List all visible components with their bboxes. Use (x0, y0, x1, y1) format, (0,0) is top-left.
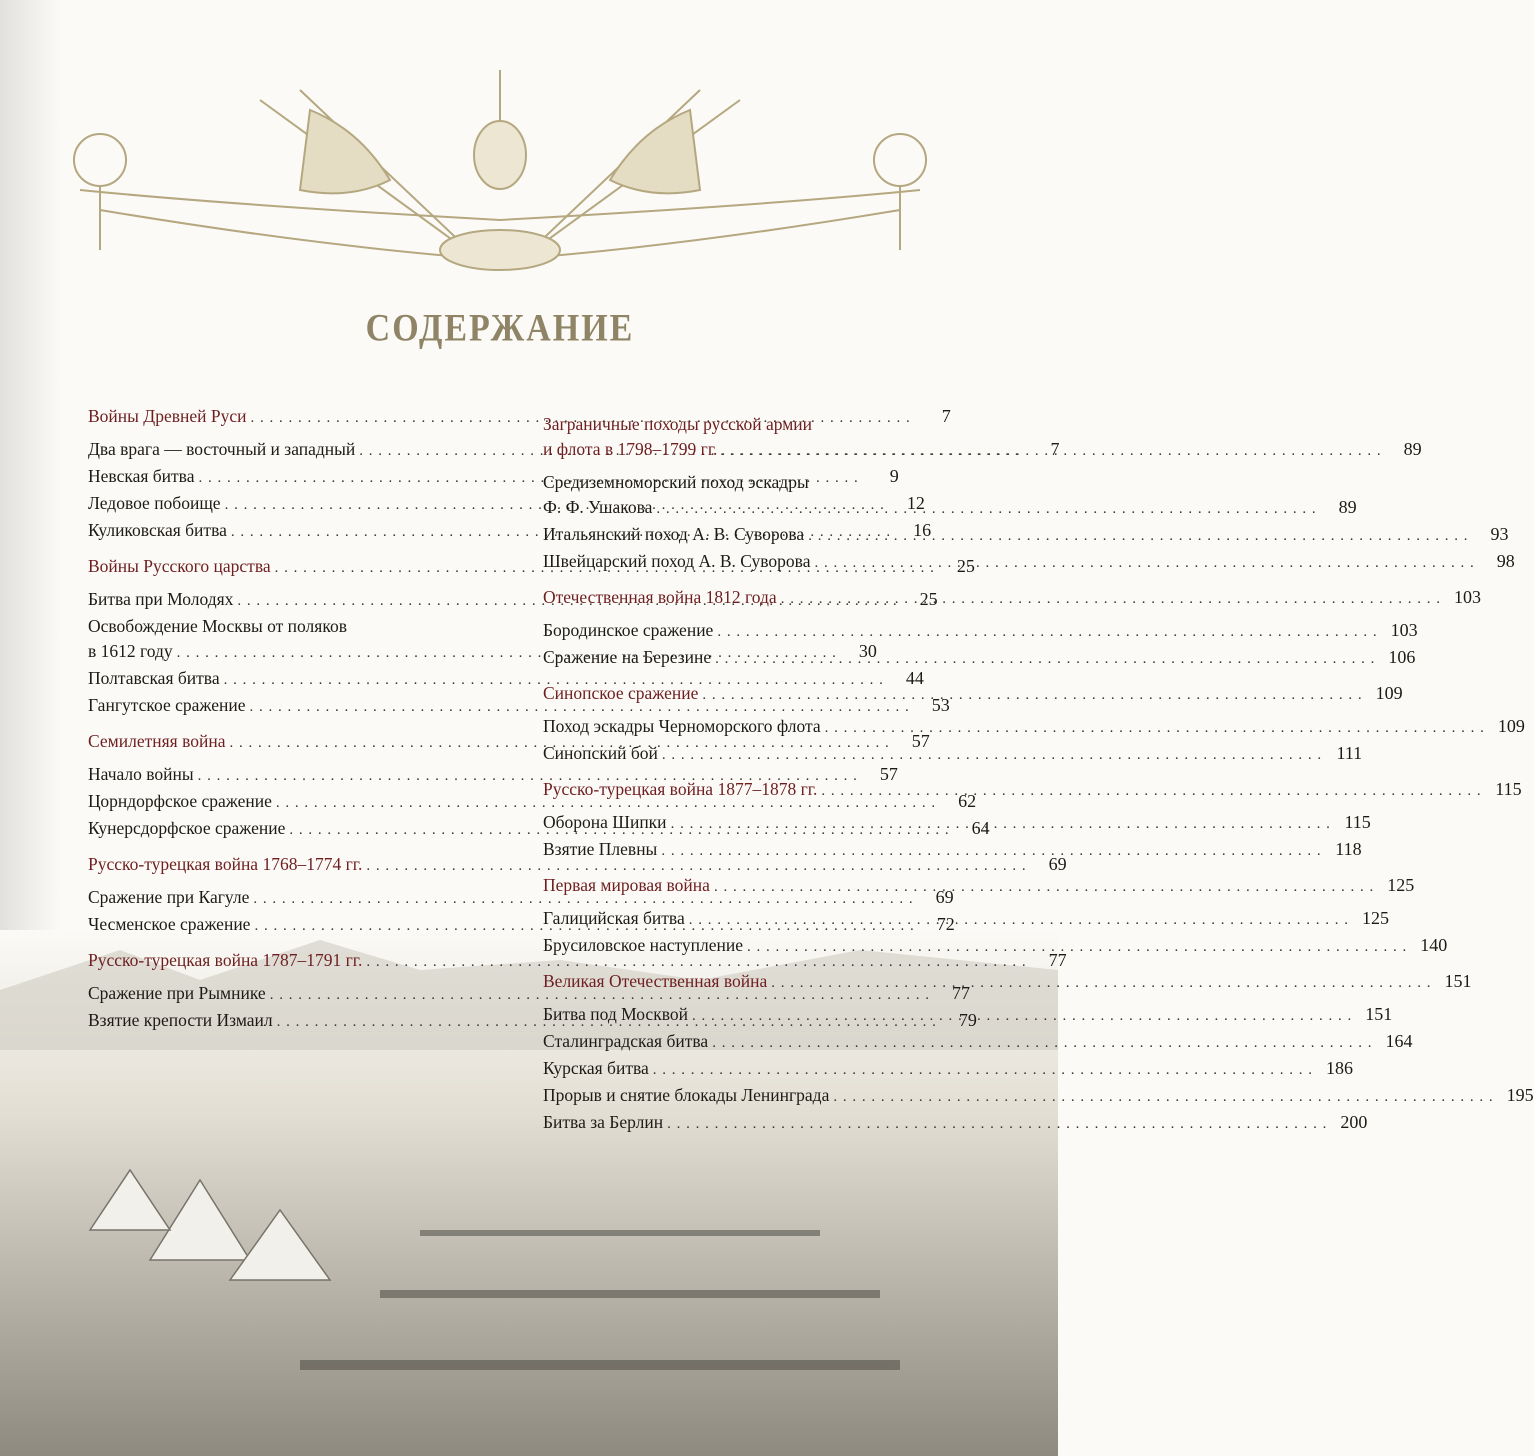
toc-entry-title: Сражение на Березине (543, 647, 712, 667)
toc-entry-title: Итальянский поход А. В. Суворова (543, 524, 805, 544)
toc-entry[interactable] (543, 618, 1418, 645)
leader-dots (661, 839, 1321, 864)
toc-entry-title: Русско-турецкая война 1787–1791 гг. (88, 950, 363, 970)
page-number: 195 (1506, 1085, 1534, 1105)
page-number: 111 (1336, 743, 1363, 763)
toc-entry-title: Галицийская битва (543, 908, 685, 928)
leader-dots (715, 647, 1375, 672)
toc-entry-title: Великая Отечественная война (543, 971, 768, 991)
toc-entry[interactable] (543, 1056, 1354, 1083)
page-number: 109 (1497, 716, 1525, 736)
leader-dots (771, 971, 1431, 996)
toc-entry-title: Сталинградская битва (543, 1031, 709, 1051)
page-number: 57 (911, 731, 930, 751)
leader-dots (656, 497, 1316, 522)
page-number: 30 (858, 641, 877, 661)
toc-entry[interactable] (543, 470, 1357, 522)
page-number: 77 (951, 983, 970, 1003)
leader-dots (808, 524, 1468, 549)
page-number: 106 (1388, 647, 1416, 667)
page-number: 89 (1403, 439, 1422, 459)
page-number: 103 (1453, 587, 1481, 607)
leader-dots (692, 1004, 1352, 1029)
toc-section-heading[interactable] (543, 412, 1422, 464)
leader-dots (714, 875, 1374, 900)
page-number: 7 (941, 406, 951, 426)
page-number: 151 (1444, 971, 1472, 991)
toc-entry-title: Куликовская битва (88, 520, 227, 540)
leader-dots (721, 439, 1381, 464)
toc-entry-title-line1: Освобождение Москвы от поляков (88, 616, 347, 636)
toc-entry-title: Два врага — восточный и западный (88, 439, 356, 459)
toc-entry[interactable] (543, 1083, 1534, 1110)
toc-entry-line2 (543, 437, 1422, 464)
page-number: 200 (1340, 1112, 1368, 1132)
leader-dots (781, 587, 1441, 612)
toc-entry-title: Полтавская битва (88, 668, 220, 688)
toc-entry-title: Первая мировая война (543, 875, 710, 895)
page-number: 118 (1335, 839, 1362, 859)
toc-entry-title: Синопское сражение (543, 683, 699, 703)
page-number: 16 (913, 520, 932, 540)
page-number: 9 (889, 466, 899, 486)
toc-entry-title: Семилетняя война (88, 731, 226, 751)
toc-entry-title: Цорндорфское сражение (88, 791, 272, 811)
toc-entry-line2 (543, 495, 1357, 522)
military-trophy-ornament (60, 60, 940, 300)
page-number: 77 (1048, 950, 1067, 970)
page-number: 103 (1390, 620, 1418, 640)
page-number: 72 (936, 914, 955, 934)
page-title: СОДЕРЖАНИЕ (365, 307, 635, 350)
toc-entry-title: Русско-турецкая война 1877–1878 гг. (543, 779, 818, 799)
toc-entry-title: Битва за Берлин (543, 1112, 664, 1132)
toc-entry-title: Прорыв и снятие блокады Ленинграда (543, 1085, 830, 1105)
page-number: 57 (879, 764, 898, 784)
toc-entry-title-line2: Ф. Ф. Ушакова (543, 497, 653, 517)
page-number: 125 (1387, 875, 1415, 895)
toc-entry-title-line1: Средиземноморский поход эскадры (543, 472, 809, 492)
toc-entry-title: Начало войны (88, 764, 194, 784)
toc-entry-title: Сражение при Рымнике (88, 983, 266, 1003)
page-number: 7 (1050, 439, 1060, 459)
leader-dots (712, 1031, 1372, 1056)
toc-entry-title: Взятие Плевны (543, 839, 658, 859)
toc-entry-title: Невская битва (88, 466, 195, 486)
toc-entry-title: Войны Древней Руси (88, 406, 247, 426)
page-number: 151 (1365, 1004, 1393, 1024)
toc-entry[interactable] (543, 1110, 1368, 1137)
leader-dots (814, 551, 1474, 576)
page-number: 53 (931, 695, 950, 715)
page-number: 98 (1496, 551, 1515, 571)
leader-dots (717, 620, 1377, 645)
toc-entry-title: Отечественная война 1812 года (543, 587, 777, 607)
page-number: 93 (1490, 524, 1509, 544)
leader-dots (662, 743, 1322, 768)
leader-dots (833, 1085, 1493, 1110)
page-number: 25 (956, 556, 975, 576)
toc-entry-title: Войны Русского царства (88, 556, 271, 576)
page-number: 109 (1375, 683, 1403, 703)
page-number: 62 (958, 791, 977, 811)
toc-entry-title: Поход эскадры Черноморского флота (543, 716, 821, 736)
page-number: 164 (1385, 1031, 1413, 1051)
toc-entry-title: Гангутское сражение (88, 695, 246, 715)
toc-entry[interactable] (543, 645, 1416, 672)
leader-dots (671, 812, 1331, 837)
page-number: 115 (1495, 779, 1522, 799)
page-number: 115 (1344, 812, 1371, 832)
page-number: 64 (971, 818, 990, 838)
page-number: 44 (905, 668, 924, 688)
page-number: 69 (1048, 854, 1067, 874)
toc-entry[interactable] (543, 1029, 1413, 1056)
leader-dots (653, 1058, 1313, 1083)
toc-section-heading[interactable] (88, 948, 1067, 975)
leader-dots (689, 908, 1349, 933)
toc-entry-title: Взятие крепости Измаил (88, 1010, 273, 1030)
toc-entry-title: Чесменское сражение (88, 914, 251, 934)
toc-entry-title-line1: Заграничные походы русской армии (543, 414, 813, 434)
leader-dots (747, 935, 1407, 960)
toc-entry-title: Курская битва (543, 1058, 649, 1078)
toc-entry-title: Битва при Молодях (88, 589, 234, 609)
leader-dots (825, 716, 1485, 741)
page-number: 69 (935, 887, 954, 907)
toc-entry-title: Русско-турецкая война 1768–1774 гг. (88, 854, 363, 874)
toc-entry-title-line2: и флота в 1798–1799 гг. (543, 439, 718, 459)
page-number: 125 (1361, 908, 1389, 928)
page-number: 140 (1420, 935, 1448, 955)
page-number: 79 (958, 1010, 977, 1030)
toc-entry-title: Битва под Москвой (543, 1004, 688, 1024)
page-number: 89 (1338, 497, 1357, 517)
leader-dots (821, 779, 1481, 804)
toc-entry-title: Кунерсдорфское сражение (88, 818, 286, 838)
toc-section-heading[interactable] (88, 852, 1067, 879)
toc-entry-title: Синопский бой (543, 743, 658, 763)
toc-entry-title: Швейцарский поход А. В. Суворова (543, 551, 811, 571)
toc-entry-title: Брусиловское наступление (543, 935, 744, 955)
toc-entry-title: Оборона Шипки (543, 812, 667, 832)
page-number: 25 (919, 589, 938, 609)
toc-entry-title: Сражение при Кагуле (88, 887, 250, 907)
leader-dots (667, 1112, 1327, 1137)
leader-dots (702, 683, 1362, 708)
page-number: 186 (1326, 1058, 1354, 1078)
toc-entry-title: Бородинское сражение (543, 620, 714, 640)
page-number: 12 (906, 493, 925, 513)
toc-entry-title: Ледовое побоище (88, 493, 221, 513)
toc-entry-title-line2: в 1612 году (88, 641, 173, 661)
